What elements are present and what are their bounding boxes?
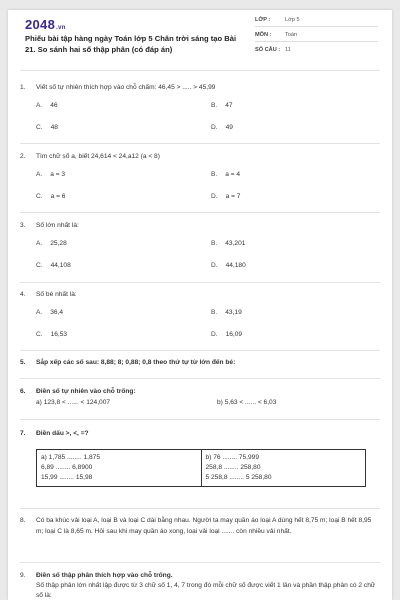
question-text: Số bé nhất là:	[36, 291, 77, 298]
page-title: Phiếu bài tập hàng ngày Toán lớp 5 Chân trời sáng tạo Bài 21. So sánh hai số thập phân (có đáp án)	[25, 34, 237, 54]
question-number: 6.	[20, 388, 26, 395]
option-d[interactable]: D. 49	[211, 124, 233, 131]
fill-blank-b[interactable]: b) 5,63 < ...... < 6,03	[217, 399, 277, 406]
option-a[interactable]: A. 25,28	[36, 240, 67, 247]
question-divider	[20, 419, 380, 420]
question-text: Viết số tự nhiên thích hợp vào chỗ chấm: 46,45 > ..... > 45,99	[36, 84, 216, 91]
question-text: Điền số thập phân thích hợp vào chỗ trống.	[36, 572, 173, 579]
question-text: Tìm chữ số a, biết 24,614 < 24,a12 (a < 8)	[36, 153, 160, 160]
question-divider	[20, 143, 380, 144]
question-divider	[20, 212, 380, 213]
meta-divider	[255, 26, 378, 27]
question-body	[36, 571, 376, 600]
comparison-row: 6,89 ........ 6,8900	[41, 464, 93, 471]
site-logo[interactable]: 2048.vn	[25, 17, 66, 32]
question-number: 2.	[20, 153, 26, 160]
comparison-row: b) 76 ........ 75,999	[205, 454, 260, 461]
meta-label-count: SỐ CÂU :	[255, 47, 281, 53]
comparison-row: 5 258,8 ........ 5 258,80	[205, 474, 272, 481]
meta-value-class: Lớp 5	[285, 17, 300, 23]
question-divider	[20, 350, 380, 351]
option-d[interactable]: D. 16,09	[211, 331, 243, 338]
option-b[interactable]: B. 47	[211, 102, 233, 109]
option-c[interactable]: C. 44,108	[36, 262, 71, 269]
comparison-row: 258,8 ........ 258,80	[205, 464, 261, 471]
option-d[interactable]: D. a = 7	[211, 193, 241, 200]
question-divider	[20, 508, 380, 509]
option-b[interactable]: B. 43,19	[211, 309, 242, 316]
meta-label-subject: MÔN :	[255, 32, 272, 38]
question-text: Điền số tự nhiên vào chỗ trống:	[36, 388, 136, 395]
question-number: 3.	[20, 222, 26, 229]
option-c[interactable]: C. 48	[36, 124, 58, 131]
option-d[interactable]: D. 44,180	[211, 262, 246, 269]
option-a[interactable]: A. 36,4	[36, 309, 64, 316]
question-divider	[20, 378, 380, 379]
question-text: Số lớn nhất là:	[36, 222, 79, 229]
meta-value-count: 11	[285, 47, 291, 53]
option-a[interactable]: A. a = 3	[36, 171, 66, 178]
fill-blank-a[interactable]: a) 123,8 < ...... < 124,007	[36, 399, 111, 406]
question-number: 8.	[20, 517, 26, 524]
meta-divider	[255, 41, 378, 42]
worksheet-page	[8, 10, 392, 600]
option-c[interactable]: C. a = 6	[36, 193, 66, 200]
question-text: Có ba khúc vải loại A, loại B và loại C dài bằng nhau. Người ta may quần áo loại A dùng hết 8,75 m; loại B hết 8,95 m; loại C là 8,65 m. Hỏi sau khi may quần áo xong, loại vải loại ....... còn nhiều vải nhất.	[36, 517, 372, 535]
comparison-table	[36, 449, 366, 487]
question-number: 9.	[20, 572, 26, 579]
option-c[interactable]: C. 16,53	[36, 331, 68, 338]
comparison-row: a) 1,785 ........ 1,875	[41, 454, 101, 461]
option-b[interactable]: B. 43,201	[211, 240, 246, 247]
meta-label-class: LỚP :	[255, 17, 271, 23]
question-divider	[20, 562, 380, 563]
question-text: Sắp xếp các số sau: 8,88; 8; 0,88; 0,8 theo thứ tự từ lớn đến bé:	[36, 359, 236, 366]
comparison-row: 15,99 ........ 15,98	[41, 474, 93, 481]
question-divider	[20, 282, 380, 283]
question-subtext: Số thập phân lớn nhất lập được từ 3 chữ số 1, 4, 7 trong đó mỗi chữ số được viết 1 lần và phần thập phân có 2 chữ số là:	[36, 582, 376, 599]
comparison-cell-right[interactable]	[201, 450, 366, 487]
question-number: 5.	[20, 359, 26, 366]
meta-value-subject: Toán	[285, 32, 298, 38]
header-divider	[20, 70, 380, 71]
option-a[interactable]: A. 46	[36, 102, 58, 109]
option-b[interactable]: B. a = 4	[211, 171, 241, 178]
question-number: 4.	[20, 291, 26, 298]
comparison-cell-left[interactable]	[37, 450, 202, 487]
question-number: 7.	[20, 430, 26, 437]
question-number: 1.	[20, 84, 26, 91]
question-text: Điền dấu >, <, =?	[36, 430, 89, 437]
